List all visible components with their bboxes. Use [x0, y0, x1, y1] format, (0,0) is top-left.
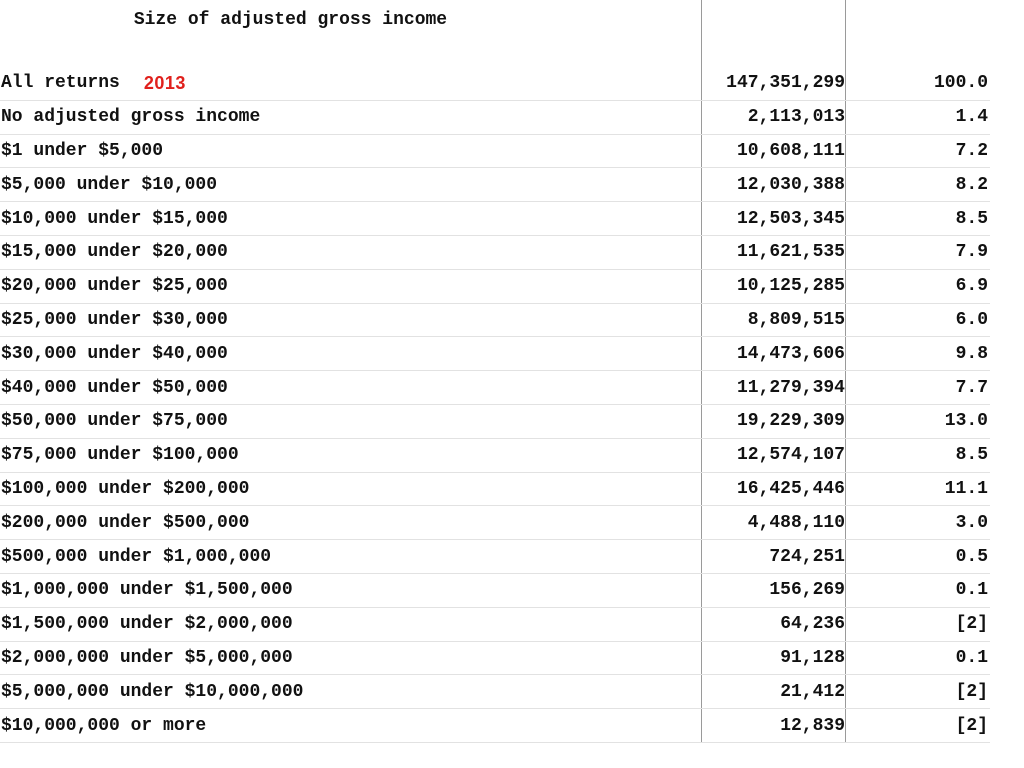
- table-row: [0, 642, 990, 676]
- table-row: [0, 439, 990, 473]
- table-row: [0, 473, 990, 507]
- returns-count: 19,229,309: [736, 411, 845, 432]
- row-label: $5,000 under $10,000: [1, 174, 218, 195]
- table-row: [0, 337, 990, 371]
- row-label: $40,000 under $50,000: [1, 377, 228, 398]
- percent-of-total: 13.0: [944, 411, 988, 432]
- table-row: [0, 540, 990, 574]
- returns-count: 147,351,299: [726, 73, 845, 94]
- returns-count: 21,412: [780, 681, 845, 702]
- percent-of-total: 11.1: [944, 478, 988, 499]
- percent-of-total: 8.2: [955, 174, 988, 195]
- percent-of-total: 3.0: [955, 512, 988, 533]
- row-label: $200,000 under $500,000: [1, 512, 250, 533]
- row-label: $500,000 under $1,000,000: [1, 546, 272, 567]
- returns-count: 12,839: [780, 715, 845, 736]
- returns-count: 156,269: [769, 580, 845, 601]
- row-label: $25,000 under $30,000: [1, 309, 228, 330]
- percent-of-total: 7.9: [955, 242, 988, 263]
- returns-count: 14,473,606: [736, 343, 845, 364]
- row-label: $10,000,000 or more: [1, 715, 207, 736]
- returns-count: 10,608,111: [736, 140, 845, 161]
- percent-of-total: 8.5: [955, 208, 988, 229]
- table-row: [0, 101, 990, 135]
- table-row: [0, 574, 990, 608]
- returns-count: 64,236: [780, 614, 845, 635]
- returns-count: 16,425,446: [736, 478, 845, 499]
- percent-of-total: 8.5: [955, 445, 988, 466]
- returns-count: 11,279,394: [736, 377, 845, 398]
- percent-of-total: 100.0: [933, 73, 988, 94]
- row-label: $1,500,000 under $2,000,000: [1, 614, 293, 635]
- row-label: $20,000 under $25,000: [1, 276, 228, 297]
- returns-count: 8,809,515: [747, 309, 845, 330]
- percent-of-total: 0.1: [955, 647, 988, 668]
- table-row: [0, 371, 990, 405]
- row-label: $15,000 under $20,000: [1, 242, 228, 263]
- row-label: $100,000 under $200,000: [1, 478, 250, 499]
- table-row: [0, 675, 990, 709]
- table-row: [0, 67, 990, 101]
- percent-of-total: 6.0: [955, 309, 988, 330]
- year-label: 2013: [143, 72, 186, 93]
- table-row: [0, 709, 990, 743]
- percent-of-total: [2]: [955, 681, 988, 702]
- percent-of-total: 7.2: [955, 140, 988, 161]
- table-body: [0, 67, 990, 743]
- returns-count: 91,128: [780, 647, 845, 668]
- returns-count: 12,503,345: [736, 208, 845, 229]
- table-row: [0, 506, 990, 540]
- table-row: [0, 405, 990, 439]
- percent-of-total: 1.4: [955, 107, 988, 128]
- row-label: $1,000,000 under $1,500,000: [1, 580, 293, 601]
- table-row: [0, 168, 990, 202]
- returns-count: 2,113,013: [747, 107, 845, 128]
- percent-of-total: [2]: [955, 614, 988, 635]
- percent-of-total: [2]: [955, 715, 988, 736]
- table-header-title: Size of adjusted gross income: [133, 10, 448, 30]
- table-row: [0, 270, 990, 304]
- table-row: [0, 236, 990, 270]
- percent-of-total: 0.5: [955, 546, 988, 567]
- row-label: $30,000 under $40,000: [1, 343, 228, 364]
- returns-count: 4,488,110: [747, 512, 845, 533]
- row-label: $50,000 under $75,000: [1, 411, 228, 432]
- row-label: $2,000,000 under $5,000,000: [1, 647, 293, 668]
- percent-of-total: 9.8: [955, 343, 988, 364]
- returns-count: 12,574,107: [736, 445, 845, 466]
- row-label: [1, 67, 691, 100]
- returns-count: 12,030,388: [736, 174, 845, 195]
- row-label: $75,000 under $100,000: [1, 445, 239, 466]
- percent-of-total: 7.7: [955, 377, 988, 398]
- row-label: No adjusted gross income: [1, 107, 261, 128]
- returns-count: 10,125,285: [736, 276, 845, 297]
- table-row: [0, 304, 990, 338]
- percent-of-total: 0.1: [955, 580, 988, 601]
- row-label: $5,000,000 under $10,000,000: [1, 681, 304, 702]
- row-label-text: All returns: [1, 73, 120, 94]
- percent-of-total: 6.9: [955, 276, 988, 297]
- row-label: $10,000 under $15,000: [1, 208, 228, 229]
- table-row: [0, 608, 990, 642]
- returns-count: 11,621,535: [736, 242, 845, 263]
- row-label: $1 under $5,000: [1, 140, 164, 161]
- table-row: [0, 135, 990, 169]
- table-row: [0, 202, 990, 236]
- returns-count: 724,251: [769, 546, 845, 567]
